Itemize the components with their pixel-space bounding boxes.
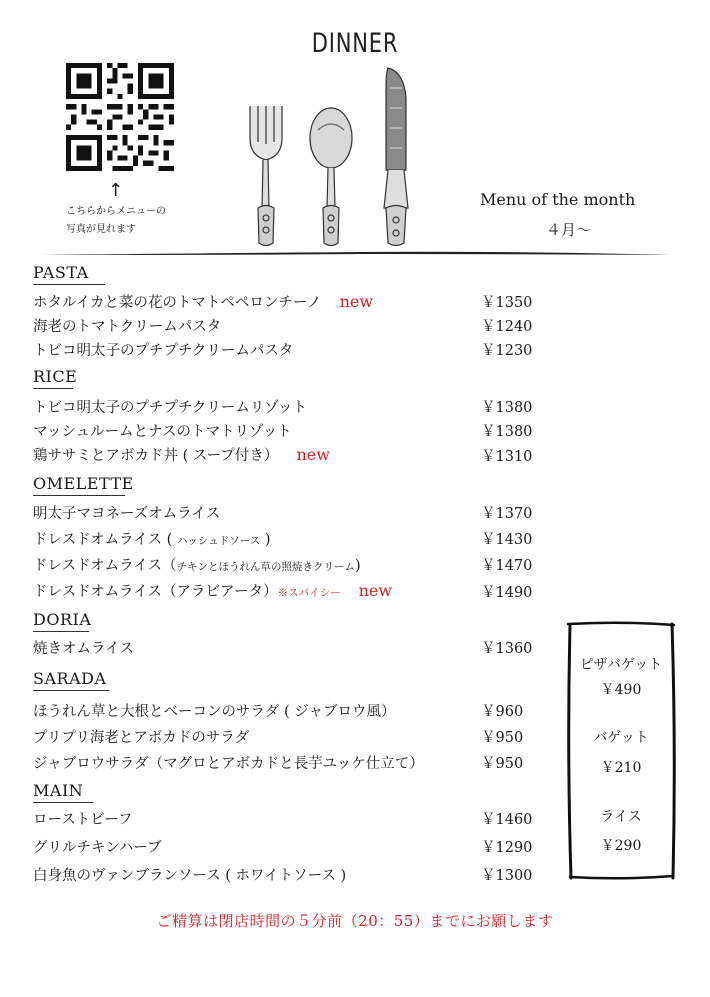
menu-date: ４月～	[546, 221, 592, 239]
section-title-pasta: PASTA	[33, 263, 89, 282]
cutlery-illustration	[236, 58, 436, 250]
menu-item-price: ￥1290	[481, 840, 533, 856]
menu-item-price: ￥1230	[481, 343, 533, 359]
section-title-sarada: SARADA	[33, 669, 107, 688]
side-item-price: ￥290	[600, 838, 642, 854]
menu-item-price: ￥950	[481, 756, 524, 772]
menu-item: ローストビーフ	[33, 812, 133, 828]
arrow-up-icon: ↑	[108, 180, 124, 201]
section-title-main: MAIN	[33, 781, 83, 800]
menu-item: プリプリ海老とアボカドのサラダ	[33, 730, 250, 746]
menu-item-price: ￥950	[481, 730, 524, 746]
menu-of-the-month: Menu of the month	[480, 190, 636, 209]
menu-item-price: ￥1350	[481, 295, 533, 311]
page-title: DINNER	[311, 28, 399, 59]
menu-item: 鶏ササミとアボカド丼 ( スープ付き） new	[33, 445, 330, 464]
menu-item: ドレスドオムライス ( ハッシュドソース )	[33, 532, 271, 548]
spoon-icon	[310, 108, 352, 246]
menu-item-price: ￥1430	[481, 532, 533, 548]
menu-item-price: ￥1380	[481, 424, 533, 440]
qr-caption	[66, 203, 166, 239]
side-item-price: ￥210	[600, 760, 642, 776]
menu-item: トビコ明太子のプチプチクリームリゾット	[33, 400, 308, 416]
side-item-name: バゲット	[593, 730, 649, 746]
menu-item: ほうれん草と大根とベーコンのサラダ ( ジャブロウ風）	[33, 704, 396, 720]
menu-item-price: ￥960	[481, 704, 524, 720]
menu-item: ジャブロウサラダ（マグロとアボカドと長芋ユッケ仕立て）	[33, 756, 424, 772]
menu-item: マッシュルームとナスのトマトリゾット	[33, 424, 292, 440]
menu-item: ドレスドオムライス（アラビアータ）※スパイシー new	[33, 581, 393, 600]
section-title-omelette: OMELETTE	[33, 474, 134, 493]
qr-caption-line1: こちらからメニューの	[66, 206, 166, 217]
menu-item: ドレスドオムライス（チキンとほうれん草の照焼きクリーム)	[33, 558, 361, 574]
fork-icon	[250, 106, 282, 246]
menu-item-price: ￥1310	[481, 449, 533, 465]
knife-icon	[384, 68, 408, 246]
menu-item: グリルチキンハーブ	[33, 840, 162, 856]
divider	[40, 249, 670, 259]
section-title-doria: DORIA	[33, 610, 91, 629]
menu-item-price: ￥1240	[481, 319, 533, 335]
side-item-price: ￥490	[600, 682, 642, 698]
new-badge: new	[296, 445, 330, 464]
qr-code[interactable]	[66, 63, 174, 171]
new-badge: new	[358, 581, 393, 600]
spicy-note: ※スパイシー	[277, 587, 341, 599]
menu-item: トビコ明太子のプチプチクリームパスタ	[33, 343, 294, 359]
menu-item-price: ￥1490	[481, 585, 533, 601]
menu-item-price: ￥1300	[481, 868, 533, 884]
side-item-name: ライス	[600, 809, 642, 825]
new-badge: new	[339, 292, 374, 311]
menu-item-price: ￥1460	[481, 812, 533, 828]
menu-item: 明太子マヨネーズオムライス	[33, 506, 221, 522]
menu-item-price: ￥1380	[481, 400, 533, 416]
menu-item: 海老のトマトクリームパスタ	[33, 319, 222, 335]
menu-item: 白身魚のヴァンブランソース ( ホワイトソース )	[33, 868, 347, 884]
menu-item-price: ￥1370	[481, 506, 533, 522]
menu-item-price: ￥1360	[481, 641, 533, 657]
section-title-rice: RICE	[33, 367, 77, 386]
footer-note: ご精算は閉店時間の５分前（20：55）までにお願します	[156, 912, 554, 930]
qr-caption-line2: 写真が見れます	[66, 224, 136, 235]
menu-item-price: ￥1470	[481, 558, 533, 574]
menu-item: 焼きオムライス	[33, 641, 134, 657]
menu-item: ホタルイカと菜の花のトマトペペロンチーノ new	[33, 292, 374, 311]
side-item-name: ピザバゲット	[579, 657, 663, 673]
